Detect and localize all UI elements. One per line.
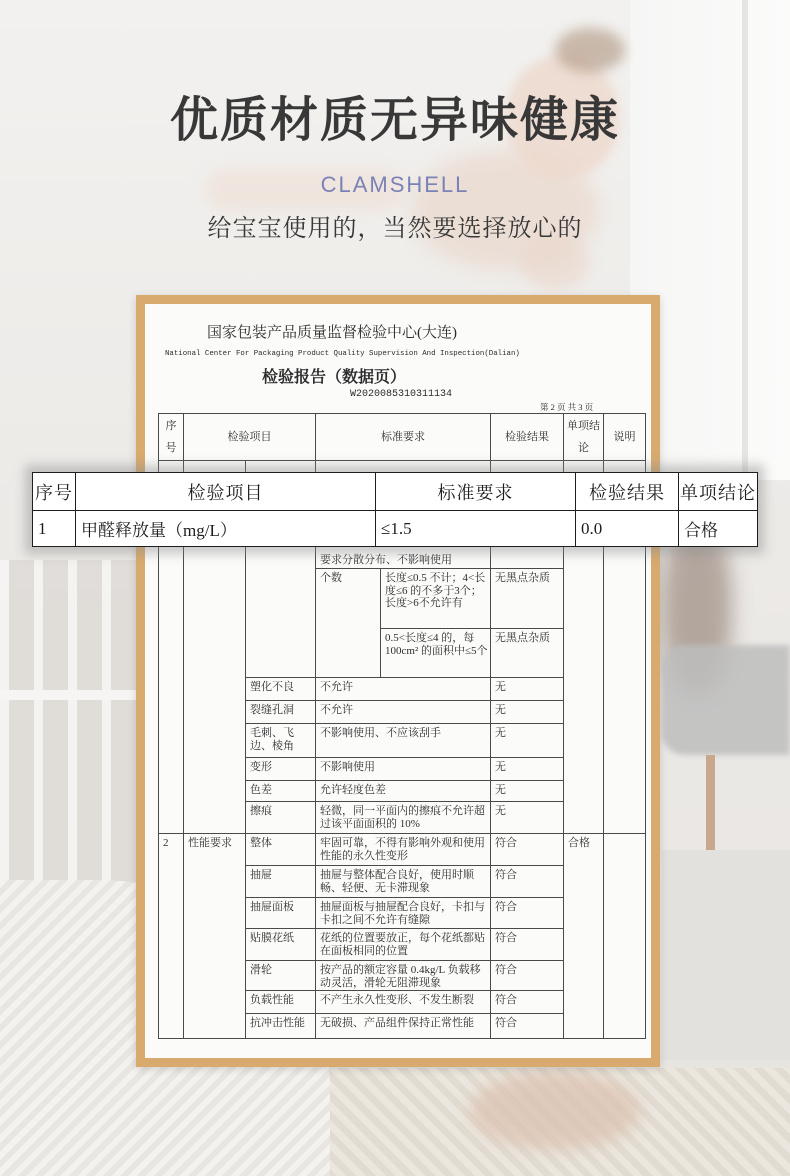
row-item: 负载性能 (246, 991, 316, 1014)
report-title: 检验报告（数据页） (262, 369, 407, 386)
table-row (159, 834, 646, 866)
crib-rail (0, 690, 136, 700)
row-result: 符合 (491, 929, 564, 961)
count-rule-result: 无黑点杂质 (491, 629, 564, 678)
highlight-overlay (32, 472, 757, 547)
row-item: 色差 (246, 781, 316, 802)
row-result: 无 (491, 758, 564, 781)
report-page-info: 第 2 页 共 3 页 (540, 402, 594, 412)
floor (662, 850, 790, 1060)
gray-chair (662, 645, 790, 755)
row-standard: 抽屉面板与抽屉配合良好，卡扣与卡扣之间不允许有缝隙 (316, 898, 491, 929)
baby-hair (555, 28, 625, 72)
highlight-header-row (33, 473, 758, 511)
count-rule-standard: 0.5<长度≤4 的，每 100cm² 的面积中≤5个 (381, 629, 491, 678)
row-result: 无 (491, 781, 564, 802)
row-standard: 允许轻度色差 (316, 781, 491, 802)
count-rule-standard: 长度≤0.5 不计；4<长度≤6 的不多于3个；长度>6不允许有 (381, 569, 491, 629)
header-note: 说明 (604, 414, 646, 461)
row-result: 无 (491, 724, 564, 758)
crib-bars (0, 560, 136, 890)
page-title: 优质材质无异味健康 (169, 92, 620, 148)
row-standard: 无破损、产品组件保持正常性能 (316, 1014, 491, 1039)
row-item: 变形 (246, 758, 316, 781)
row-result: 符合 (491, 866, 564, 898)
row-item: 裂缝孔洞 (246, 701, 316, 724)
report-org-cn: 国家包装产品质量监督检验中心(大连) (207, 325, 457, 341)
row-item: 抽屉 (246, 866, 316, 898)
highlight-table (32, 472, 758, 547)
header-no: 序号 (159, 414, 184, 461)
tagline: 给宝宝使用的，当然要选择放心的 (207, 214, 583, 242)
row-result: 符合 (491, 898, 564, 929)
row-item: 抗冲击性能 (246, 1014, 316, 1039)
header-result: 检验结果 (491, 414, 564, 461)
report-frame (136, 295, 660, 1067)
row-result: 符合 (491, 834, 564, 866)
group2-item: 性能要求 (184, 834, 246, 1039)
count-label: 个数 (316, 569, 381, 678)
highlight-data-row (33, 511, 758, 547)
row-standard: 按产品的额定容量 0.4kg/L 负载移动灵活，滑轮无阻滞现象 (316, 961, 491, 991)
row-item: 擦痕 (246, 802, 316, 834)
row-standard: 不影响使用、不应该刮手 (316, 724, 491, 758)
hl-header-result: 检验结果 (576, 473, 679, 511)
row-standard: 不影响使用 (316, 758, 491, 781)
row-result: 无 (491, 701, 564, 724)
chair-leg (706, 755, 715, 850)
hl-header-conclusion: 单项结论 (679, 473, 758, 511)
header-conclusion: 单项结论 (564, 414, 604, 461)
hl-item: 甲醛释放量（mg/L） (76, 511, 376, 547)
group2-note-cell (604, 834, 646, 1039)
row-item: 滑轮 (246, 961, 316, 991)
hl-header-item: 检验项目 (76, 473, 376, 511)
hl-no: 1 (33, 511, 76, 547)
brand-name: CLAMSHELL (320, 172, 470, 197)
distribution-standard: 要求分散分布、不影响使用 (316, 461, 491, 569)
row-result: 无 (491, 678, 564, 701)
group2-no: 2 (159, 834, 184, 1039)
row-standard: 抽屉与整体配合良好，使用时顺畅、轻便、无卡滞现象 (316, 866, 491, 898)
row-item: 贴膜花纸 (246, 929, 316, 961)
row-standard: 不允许 (316, 678, 491, 701)
row-standard: 牢固可靠，不得有影响外观和使用性能的永久性变形 (316, 834, 491, 866)
header-item: 检验项目 (184, 414, 316, 461)
report-org-en: National Center For Packaging Product Quality Supervision And Inspection(Dalian) (165, 350, 520, 358)
hl-result: 0.0 (576, 511, 679, 547)
baby-feet (470, 1072, 640, 1150)
hl-standard: ≤1.5 (376, 511, 576, 547)
row-item: 毛刺、飞边、棱角 (246, 724, 316, 758)
hl-conclusion: 合格 (679, 511, 758, 547)
row-standard: 不允许 (316, 701, 491, 724)
row-result: 符合 (491, 991, 564, 1014)
row-result: 符合 (491, 961, 564, 991)
row-item: 塑化不良 (246, 678, 316, 701)
row-result: 符合 (491, 1014, 564, 1039)
row-result: 无 (491, 802, 564, 834)
hl-header-no: 序号 (33, 473, 76, 511)
row-item: 整体 (246, 834, 316, 866)
report-table-header (159, 414, 646, 461)
row-standard: 花纸的位置要放正，每个花纸都贴在面板相同的位置 (316, 929, 491, 961)
row-standard: 轻微，同一平面内的擦痕不允许超过该平面面积的 10% (316, 802, 491, 834)
row-standard: 不产生永久性变形、不发生断裂 (316, 991, 491, 1014)
row-item: 抽屉面板 (246, 898, 316, 929)
count-rule-result: 无黑点杂质 (491, 569, 564, 629)
group2-conclusion: 合格 (564, 834, 604, 1039)
report-number: W2020085310311134 (350, 389, 453, 400)
hl-header-standard: 标准要求 (376, 473, 576, 511)
baby-leg (520, 235, 590, 290)
header-standard: 标准要求 (316, 414, 491, 461)
